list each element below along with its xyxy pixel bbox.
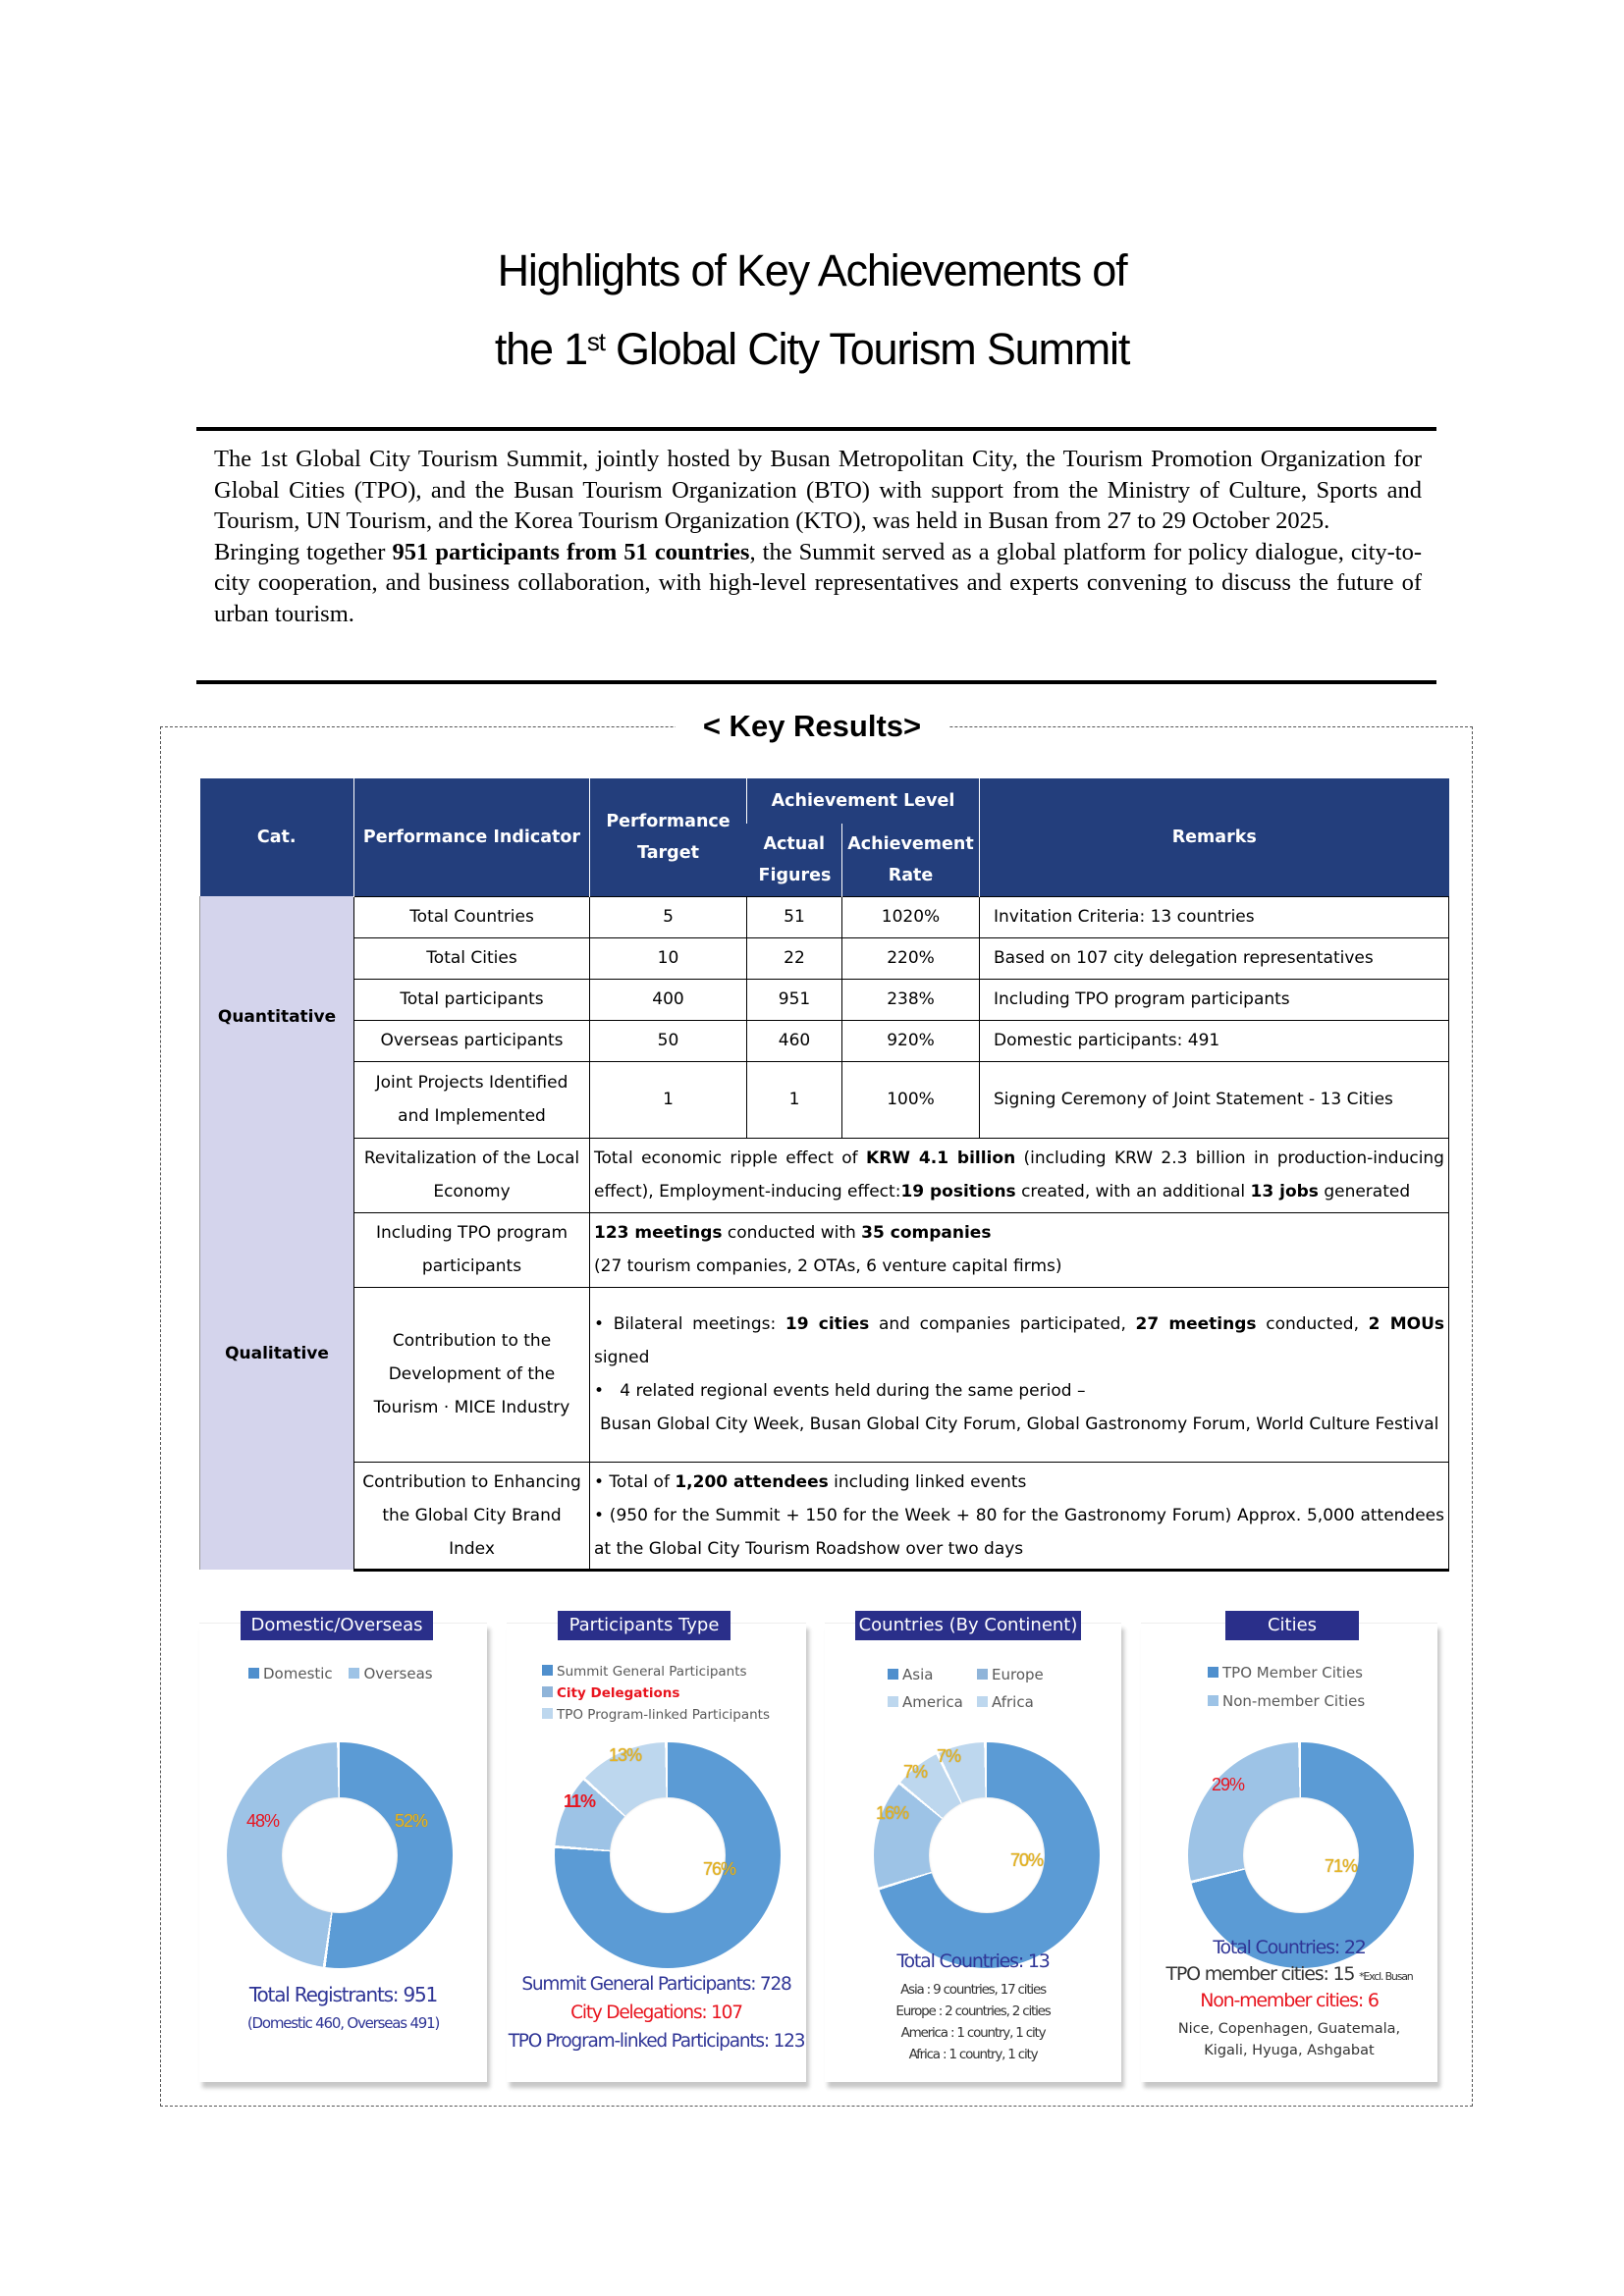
table-row <box>200 1462 1449 1570</box>
detail-highlight: 35 companies <box>861 1223 992 1243</box>
detail-text: (including KRW 2.3 billion in production-inducing effect), Employment-inducing effect: <box>594 1148 1444 1201</box>
chart-summary-cities-list <box>1141 2018 1437 2061</box>
indicator-cell: Total participants <box>354 979 590 1020</box>
qualitative-detail-cell <box>590 1138 1449 1212</box>
chart-summary-tpo: TPO Program-linked Participants: 123 <box>508 2031 805 2052</box>
remarks-cell: Invitation Criteria: 13 countries <box>980 896 1449 937</box>
chart-summary-general: Summit General Participants: 728 <box>521 1974 791 1995</box>
legend-swatch-icon <box>888 1696 898 1707</box>
legend-label: Europe <box>992 1666 1044 1683</box>
chart-card-cities <box>1141 1615 1437 2082</box>
donut-chart <box>555 1742 781 1968</box>
detail-text: conducted, <box>1256 1314 1369 1334</box>
slice-label-member: 71% <box>1325 1856 1358 1876</box>
actual-cell: 51 <box>747 896 842 937</box>
slice-label-general: 76% <box>703 1859 736 1879</box>
target-cell: 10 <box>590 937 747 979</box>
indicator-cell: Total Cities <box>354 937 590 979</box>
legend-item <box>1208 1687 1365 1716</box>
legend-item <box>542 1661 770 1682</box>
detail-europe: Europe : 2 countries, 2 cities <box>895 2003 1051 2019</box>
header-cat: Cat. <box>200 778 354 896</box>
detail-highlight: 27 meetings <box>1135 1314 1257 1334</box>
legend-item <box>542 1704 770 1726</box>
legend-item <box>542 1682 770 1704</box>
rate-cell: 1020% <box>842 896 980 937</box>
table-row <box>200 896 1449 937</box>
header-remarks: Remarks <box>980 778 1449 896</box>
detail-highlight: 19 cities <box>785 1314 870 1334</box>
qualitative-detail-cell <box>590 1287 1449 1462</box>
legend-label: America <box>902 1693 963 1711</box>
chart-title: Cities <box>1225 1611 1359 1640</box>
actual-cell: 1 <box>747 1061 842 1138</box>
intro-p2-suffix: , the Summit served as a global platform for policy dialogue, city-to-city cooperation, and business collaboration, with high-level representatives and experts convening to discuss the future of urban tourism. <box>214 538 1423 627</box>
chart-summary-breakdown: (Domestic 460, Overseas 491) <box>246 2014 440 2032</box>
slice-label-domestic: 52% <box>395 1811 428 1831</box>
detail-text: and companies participated, <box>869 1314 1136 1334</box>
rate-cell: 238% <box>842 979 980 1020</box>
detail-bullet-body: Busan Global City Week, Busan Global City Forum, Global Gastronomy Forum, World Culture Festival <box>600 1415 1439 1434</box>
chart-summary-non-member: Non-member cities: 6 <box>1200 1990 1379 2011</box>
rate-cell: 220% <box>842 937 980 979</box>
header-indicator: Performance Indicator <box>354 778 590 896</box>
chart-title: Countries (By Continent) <box>855 1611 1081 1640</box>
legend-label: TPO Member Cities <box>1222 1664 1363 1682</box>
detail-asia: Asia : 9 countries, 17 cities <box>900 1982 1046 1998</box>
chart-title: Domestic/Overseas <box>241 1611 433 1640</box>
detail-highlight: 13 jobs <box>1250 1182 1319 1201</box>
category-qualitative: Qualitative <box>200 1138 354 1570</box>
detail-bullet <box>594 1308 1444 1374</box>
legend-swatch-icon <box>977 1669 988 1680</box>
legend-swatch-icon <box>1208 1667 1218 1678</box>
category-quantitative: Quantitative <box>200 896 354 1138</box>
target-cell: 400 <box>590 979 747 1020</box>
chart-card-domestic-overseas <box>199 1615 487 2082</box>
slice-label-overseas: 48% <box>246 1811 280 1831</box>
legend-label: Summit General Participants <box>557 1664 747 1680</box>
indicator-cell: Joint Projects Identified and Implemented <box>354 1061 590 1138</box>
chart-summary-member <box>1141 1963 1437 1985</box>
slice-label-city: 11% <box>564 1791 596 1811</box>
legend-swatch-icon <box>1208 1695 1218 1706</box>
title-superscript: st <box>586 327 605 356</box>
header-achievement-level: Achievement Level <box>747 778 980 824</box>
actual-cell: 951 <box>747 979 842 1020</box>
legend-label: Overseas <box>363 1665 433 1682</box>
detail-text: conducted with <box>722 1223 862 1243</box>
chart-summary-total: Total Registrants: 951 <box>248 1983 438 2006</box>
chart-legend <box>542 1661 770 1726</box>
detail-text: (27 tourism companies, 2 OTAs, 6 venture capital firms) <box>594 1256 1062 1276</box>
donut-chart <box>227 1742 453 1968</box>
chart-summary-detail <box>825 1979 1121 2065</box>
detail-highlight: 1,200 attendees <box>675 1471 829 1492</box>
intro-p2-prefix: Bringing together <box>214 538 393 565</box>
detail-bullet: • (950 for the Summit + 150 for the Week + 80 for the Gastronomy Forum) Approx. 5,000 attendees at the Global City Tourism Roadshow over two days <box>594 1505 1444 1559</box>
page-title-line-2 <box>0 324 1624 375</box>
detail-bullet <box>594 1466 1444 1499</box>
detail-bullet: • 4 related regional events held during the same period – <box>594 1381 1086 1401</box>
slice-label-non-member: 29% <box>1212 1775 1245 1794</box>
remarks-cell: Including TPO program participants <box>980 979 1449 1020</box>
header-rate: Achievement Rate <box>842 824 980 896</box>
rate-cell: 100% <box>842 1061 980 1138</box>
legend-row <box>888 1661 1044 1688</box>
slice-label-america: 7% <box>903 1762 928 1782</box>
detail-text: • Bilateral meetings: <box>594 1314 785 1334</box>
member-note: *Excl. Busan <box>1359 1970 1413 1983</box>
detail-text: signed <box>594 1348 650 1367</box>
page-title-line-1: Highlights of Key Achievements of <box>497 245 1127 295</box>
cities-list-line-2: Kigali, Hyuga, Ashgabat <box>1204 2043 1375 2058</box>
slice-label-tpo: 13% <box>609 1745 642 1765</box>
slice-label-africa: 7% <box>937 1746 961 1766</box>
intro-paragraph-1: The 1st Global City Tourism Summit, jointly hosted by Busan Metropolitan City, the Tourism Promotion Organization for Global Cities (TPO), and the Busan Tourism Organization (BTO) with support from the Ministry of Culture, Sports and Tourism, UN Tourism, and the Korea Tourism Organization (KTO), was held in Busan from 27 to 29 October 2025. <box>214 446 1422 534</box>
detail-text: created, with an additional <box>1015 1182 1251 1201</box>
remarks-cell: Signing Ceremony of Joint Statement - 13 Cities <box>980 1061 1449 1138</box>
detail-highlight: 19 positions <box>900 1182 1016 1201</box>
legend-swatch-icon <box>542 1686 553 1697</box>
header-actual: Actual Figures <box>747 824 842 896</box>
target-cell: 1 <box>590 1061 747 1138</box>
key-results-heading <box>0 709 1624 744</box>
table-row <box>200 1020 1449 1061</box>
table-row <box>200 937 1449 979</box>
title-prefix: the 1 <box>494 324 587 374</box>
legend-label: Domestic <box>263 1665 333 1682</box>
legend-swatch-icon <box>888 1669 898 1680</box>
title-suffix: Global City Tourism Summit <box>604 324 1130 374</box>
donut-hole <box>610 1797 726 1913</box>
legend-swatch-icon <box>977 1696 988 1707</box>
legend-label: Non-member Cities <box>1222 1692 1366 1710</box>
remarks-cell: Domestic participants: 491 <box>980 1020 1449 1061</box>
legend-swatch-icon <box>542 1665 553 1676</box>
legend-item <box>1208 1659 1365 1687</box>
rate-cell: 920% <box>842 1020 980 1061</box>
cities-list-line-1: Nice, Copenhagen, Guatemala, <box>1177 2021 1401 2037</box>
chart-legend <box>1208 1659 1365 1716</box>
slice-label-asia: 70% <box>1010 1850 1044 1870</box>
qualitative-detail-cell <box>590 1462 1449 1570</box>
member-count: TPO member cities: 15 <box>1165 1963 1355 1985</box>
table-row <box>200 1138 1449 1212</box>
chart-legend <box>248 1663 433 1685</box>
chart-card-countries-by-continent <box>825 1615 1121 2082</box>
detail-america: America : 1 country, 1 city <box>900 2025 1046 2041</box>
donut-hole <box>1243 1797 1359 1913</box>
intro-p2-highlight: 951 participants from 51 countries <box>392 538 750 565</box>
key-results-table <box>199 778 1449 1572</box>
target-cell: 5 <box>590 896 747 937</box>
target-cell: 50 <box>590 1020 747 1061</box>
chart-legend <box>888 1661 1044 1716</box>
table-row <box>200 1061 1449 1138</box>
legend-label: Africa <box>992 1693 1034 1711</box>
indicator-cell: Total Countries <box>354 896 590 937</box>
actual-cell: 460 <box>747 1020 842 1061</box>
table-row <box>200 979 1449 1020</box>
header-target: Performance Target <box>590 778 747 896</box>
indicator-cell: Overseas participants <box>354 1020 590 1061</box>
legend-row <box>888 1688 1044 1716</box>
table-row <box>200 1212 1449 1287</box>
detail-text: generated <box>1318 1182 1411 1201</box>
legend-swatch-icon <box>248 1668 259 1679</box>
intro-text <box>214 444 1422 629</box>
legend-label: TPO Program-linked Participants <box>557 1707 770 1723</box>
key-results-title: < Key Results> <box>676 709 948 743</box>
actual-cell: 22 <box>747 937 842 979</box>
bottom-divider <box>196 680 1436 684</box>
legend-swatch-icon <box>542 1708 553 1719</box>
detail-text: Total economic ripple effect of <box>594 1148 867 1168</box>
detail-text: • Total of <box>594 1471 676 1492</box>
detail-highlight: 123 meetings <box>594 1223 723 1243</box>
intro-paragraph-2 <box>214 537 1422 630</box>
detail-highlight: KRW 4.1 billion <box>866 1148 1016 1168</box>
indicator-cell: Including TPO program participants <box>354 1212 590 1287</box>
chart-title: Participants Type <box>558 1611 731 1640</box>
indicator-cell: Revitalization of the Local Economy <box>354 1138 590 1212</box>
chart-summary-total: Total Countries: 22 <box>1213 1937 1366 1958</box>
table-row <box>200 1287 1449 1462</box>
legend-swatch-icon <box>349 1668 359 1679</box>
slice-label-europe: 16% <box>876 1803 909 1823</box>
donut-hole <box>282 1797 398 1913</box>
chart-summary-city: City Delegations: 107 <box>570 2002 742 2023</box>
detail-africa: Africa : 1 country, 1 city <box>908 2047 1038 2062</box>
legend-label: Asia <box>902 1666 934 1683</box>
indicator-cell: Contribution to the Development of the Tourism · MICE Industry <box>354 1287 590 1462</box>
detail-highlight: 2 MOUs <box>1368 1314 1444 1334</box>
top-divider <box>196 427 1436 431</box>
qualitative-detail-cell <box>590 1212 1449 1287</box>
chart-summary-total: Total Countries: 13 <box>896 1950 1050 1972</box>
remarks-cell: Based on 107 city delegation representatives <box>980 937 1449 979</box>
legend-label: City Delegations <box>557 1685 680 1701</box>
indicator-cell: Contribution to Enhancing the Global City Brand Index <box>354 1462 590 1570</box>
detail-text: including linked events <box>828 1471 1027 1492</box>
chart-card-participants-type <box>507 1615 806 2082</box>
